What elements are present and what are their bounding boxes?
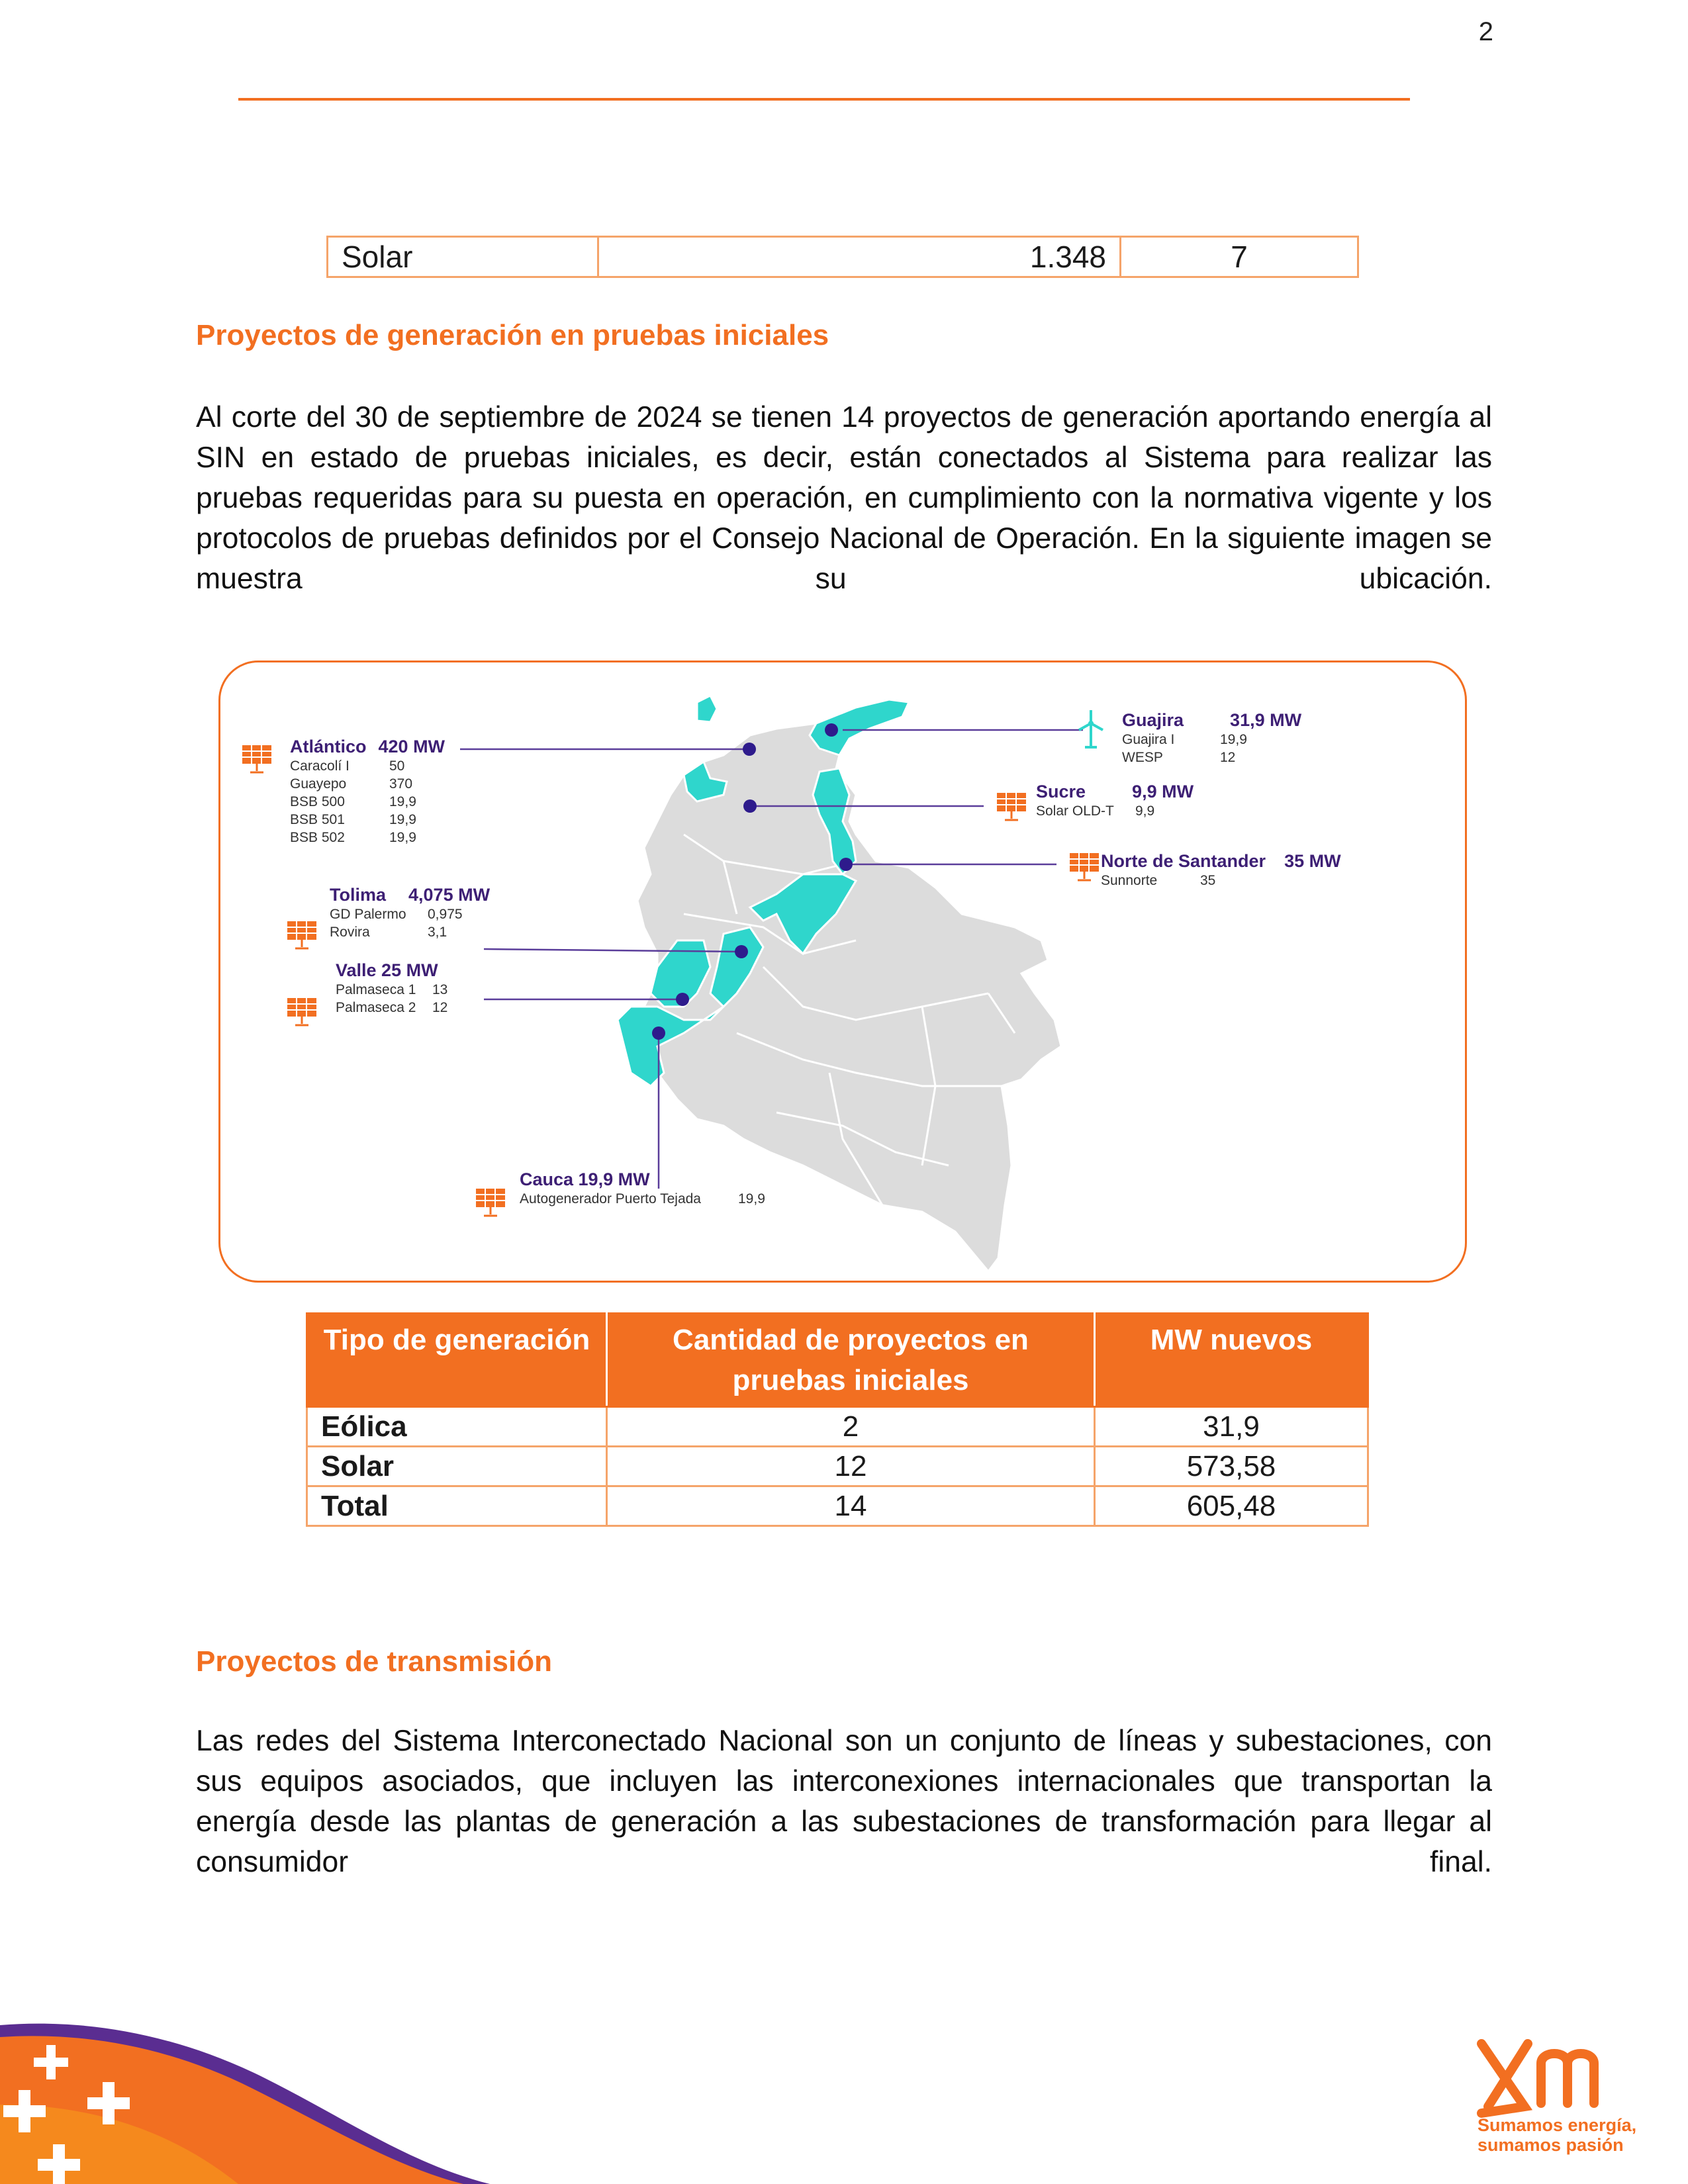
table-cell: Total — [307, 1486, 607, 1526]
table-cell: 573,58 — [1095, 1447, 1368, 1486]
marker-sucre — [743, 799, 757, 813]
table-row — [328, 237, 1358, 277]
section-heading-transmision: Proyectos de transmisión — [196, 1645, 552, 1678]
table-cell: Solar — [328, 237, 598, 277]
callout-title: Cauca 19,9 MW — [520, 1169, 650, 1189]
marker-valle — [676, 993, 689, 1006]
callout-sucre — [1036, 782, 1194, 820]
wind-turbine-icon — [1074, 709, 1107, 749]
table-cell: 12 — [607, 1447, 1095, 1486]
table-cell: 14 — [607, 1486, 1095, 1526]
table-cell: 7 — [1121, 237, 1358, 277]
callout-title: Norte de Santander — [1101, 851, 1266, 871]
table-row — [307, 1486, 1368, 1526]
list-item: Guayepo 370 — [290, 776, 413, 792]
table-row — [307, 1447, 1368, 1486]
callout-title: Valle 25 MW — [336, 960, 438, 980]
list-item: Caracolí I 50 — [290, 758, 405, 774]
table-cell: Solar — [307, 1447, 607, 1486]
marker-atlantico — [743, 743, 756, 756]
callout-title: Atlántico — [290, 737, 367, 756]
callout-norte-santander — [1101, 851, 1341, 889]
callout-mw: 35 MW — [1284, 851, 1341, 871]
callout-cauca — [520, 1169, 765, 1208]
list-item: Autogenerador Puerto Tejada 19,9 — [520, 1191, 765, 1206]
solar-panel-icon — [474, 1185, 507, 1218]
callout-mw: 4,075 MW — [408, 885, 491, 905]
table-cell: 2 — [607, 1407, 1095, 1447]
callout-mw: 31,9 MW — [1230, 710, 1302, 730]
callout-tolima — [330, 885, 490, 941]
list-item: GD Palermo 0,975 — [330, 907, 463, 922]
page-number: 2 — [1478, 17, 1493, 46]
region-atlantico — [697, 696, 717, 722]
marker-norte-santander — [839, 858, 853, 871]
list-item: Guajira I 19,9 — [1122, 732, 1247, 747]
callout-mw: 420 MW — [378, 737, 445, 756]
callout-valle — [336, 960, 447, 1017]
table-row — [307, 1407, 1368, 1447]
table-cell: 1.348 — [598, 237, 1121, 277]
list-item: BSB 500 19,9 — [290, 794, 416, 809]
paragraph-pruebas: Al corte del 30 de septiembre de 2024 se tienen 14 proyectos de generación aportando energía al SIN en estado de pruebas iniciales, es decir, están conectados al Sistema para realizar las pruebas requeridas para su puesta en operación, en cumplimiento con la normativa vigente y los protocolos de pruebas definidos por el Consejo Nacional de Operación. En la siguiente imagen se muestra su ubicación. — [196, 401, 1492, 595]
table-cell: 31,9 — [1095, 1407, 1368, 1447]
table-cell: Eólica — [307, 1407, 607, 1447]
section-heading-pruebas: Proyectos de generación en pruebas iniciales — [196, 319, 829, 351]
callout-title: Tolima — [330, 885, 387, 905]
tagline-line: Sumamos energía, — [1477, 2115, 1637, 2135]
marker-guajira — [825, 723, 838, 737]
list-item: Sunnorte 35 — [1101, 873, 1216, 888]
region-guajira — [810, 700, 909, 755]
solar-panel-icon — [240, 742, 273, 775]
generation-table — [306, 1312, 1369, 1527]
column-header: Tipo de generación — [307, 1314, 607, 1407]
list-item: WESP 12 — [1122, 750, 1236, 765]
callout-atlantico — [290, 737, 445, 846]
column-header: MW nuevos — [1095, 1314, 1368, 1407]
footer-wave-decoration — [0, 2005, 503, 2184]
paragraph-transmision: Las redes del Sistema Interconectado Nacional son un conjunto de líneas y subestaciones, con sus equipos asociados, que incluyen las interconexiones internacionales que transportan la energía desde las plantas de generación a las subestaciones de transformación para llegar al consumidor final. — [196, 1725, 1492, 1878]
continued-table — [326, 236, 1359, 278]
solar-panel-icon — [285, 918, 318, 951]
list-item: BSB 501 19,9 — [290, 812, 416, 827]
header-rule — [238, 98, 1410, 101]
callout-mw: 9,9 MW — [1132, 782, 1194, 801]
marker-tolima — [735, 945, 748, 958]
list-item: Palmaseca 1 13 — [336, 982, 448, 997]
marker-cauca — [652, 1026, 665, 1040]
callout-guajira — [1122, 710, 1301, 766]
table-cell: 605,48 — [1095, 1486, 1368, 1526]
list-item: BSB 502 19,9 — [290, 830, 416, 845]
colombia-projects-map — [218, 660, 1467, 1283]
list-item: Rovira 3,1 — [330, 925, 447, 940]
list-item: Palmaseca 2 12 — [336, 1000, 448, 1015]
tagline-line: sumamos pasión — [1477, 2135, 1624, 2155]
solar-panel-icon — [995, 790, 1028, 823]
table-header-row — [307, 1314, 1368, 1407]
callout-title: Sucre — [1036, 782, 1086, 801]
solar-panel-icon — [285, 995, 318, 1028]
list-item: Solar OLD-T 9,9 — [1036, 803, 1155, 819]
callout-title: Guajira — [1122, 710, 1184, 730]
tagline — [1477, 2115, 1636, 2155]
column-header: Cantidad de proyectos en pruebas iniciales — [607, 1314, 1095, 1407]
solar-panel-icon — [1068, 850, 1101, 883]
